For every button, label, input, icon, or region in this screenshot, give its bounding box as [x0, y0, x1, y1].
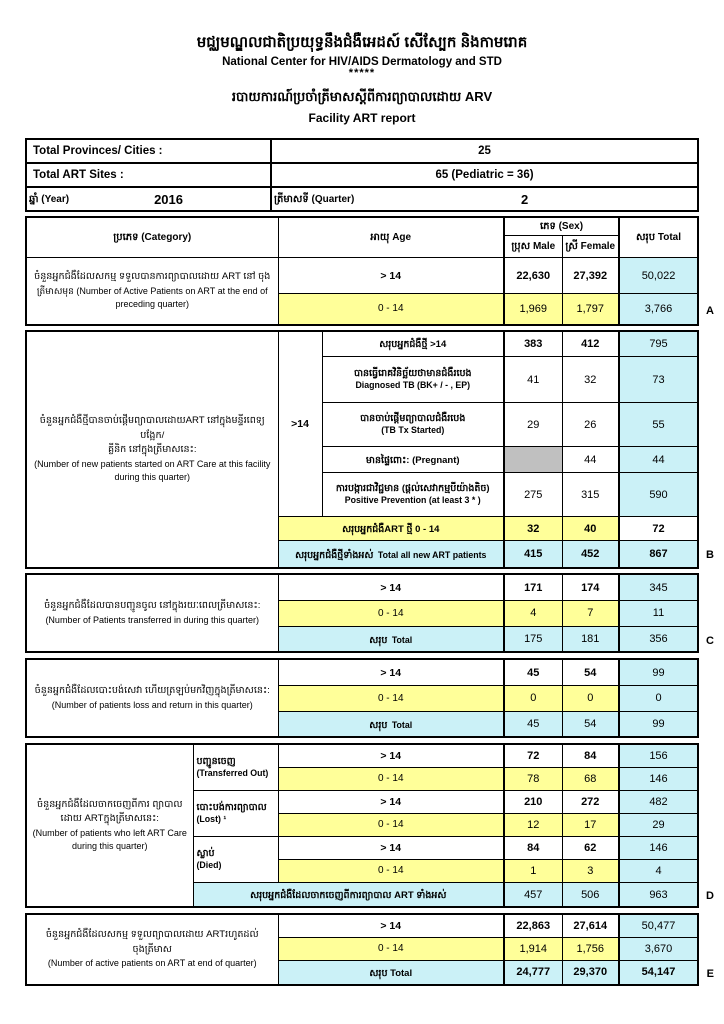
cell-total: 482 [619, 790, 698, 813]
cell-total: 72 [619, 517, 698, 541]
cell-male: 275 [504, 473, 562, 517]
row-label-khmer: ការបង្ការជាវិជ្ជមាន (ផ្ដល់សេវាកម្មបីយ៉ាងតិច) [335, 482, 490, 494]
total-label: សរុប Total [278, 960, 504, 984]
section-a [25, 216, 714, 326]
cell-total: 11 [619, 600, 698, 626]
cell-male: 4 [504, 600, 562, 626]
cell-total: 345 [619, 574, 698, 600]
year-cell [26, 187, 271, 211]
cell-male: 12 [504, 813, 562, 836]
cell-female: 27,614 [562, 914, 619, 937]
info-row-year-quarter [26, 187, 698, 211]
category-english: (Number of new patients started on ART Care at this facility during this quarter) [34, 458, 271, 483]
category-english: (Number of patients who left ART Care during this quarter) [32, 827, 187, 852]
row-label-khmer: សរុបអ្នកជំងឺថ្មីទាំងអស់ [295, 549, 374, 561]
category-khmer: ចំនួនអ្នកជំងឺដែលបោះបង់សេវា ហើយត្រឡប់មកវិញក្នុងត្រីមាសនេះ: [34, 685, 270, 697]
table-row [26, 659, 698, 685]
quarter-cell [271, 187, 698, 211]
cell-male: 1,914 [504, 937, 562, 960]
col-header-male: ប្រុស Male [504, 236, 562, 258]
cell-female: 32 [562, 357, 619, 403]
cell-total: 0 [619, 685, 698, 711]
table-header-row-1 [26, 217, 698, 236]
age-label: 0 - 14 [278, 294, 504, 325]
row-label-english: Diagnosed TB (BK+ / - , EP) [355, 380, 471, 391]
cell-male: 1 [504, 859, 562, 882]
age-span-label: >14 [278, 331, 322, 517]
category-khmer-2: ដោយ ARTក្នុងត្រីមាសនេះ: [60, 813, 159, 825]
cell-total: 99 [619, 711, 698, 737]
category-khmer-2: គ្លីនិក នៅក្នុងត្រីមាសនេះ: [107, 444, 197, 456]
cell-male: 78 [504, 767, 562, 790]
category-khmer: ចំនួនអ្នកជំងឺដែលសកម្ម ទទួលបានការព្យាបាលដោយ ART នៅ ចុង [34, 271, 271, 283]
section-e-category [26, 914, 278, 984]
section-b [25, 330, 714, 570]
cell-female: 84 [562, 744, 619, 767]
section-c [25, 573, 714, 653]
row-label-khmer: បានធ្វើរោគវិនិច្ឆ័យថាមានជំងឺរបេង [353, 367, 472, 379]
total-label: សរុប Total [278, 711, 504, 737]
cell-male: 383 [504, 331, 562, 357]
section-letter: D [706, 890, 714, 903]
cell-total: 590 [619, 473, 698, 517]
row-label [278, 540, 504, 568]
cell-female: 44 [562, 447, 619, 473]
quarter-label: ត្រីមាសទី (Quarter) [274, 193, 355, 205]
age-label: > 14 [278, 574, 504, 600]
cell-total: 3,670 [619, 937, 698, 960]
cell-male: 41 [504, 357, 562, 403]
section-b-category [26, 331, 278, 569]
year-label: ឆ្នាំ (Year) [29, 193, 70, 205]
cell-female: 40 [562, 517, 619, 541]
cell-female: 272 [562, 790, 619, 813]
cell-male: 72 [504, 744, 562, 767]
category-khmer-2: ចុងត្រីមាស [132, 943, 172, 955]
cell-total: 44 [619, 447, 698, 473]
row-label [322, 473, 504, 517]
cell-female: 1,756 [562, 937, 619, 960]
provinces-label: Total Provinces/ Cities : [26, 139, 271, 163]
quarter-value: 2 [521, 191, 529, 207]
col-header-category: ប្រភេទ (Category) [26, 217, 278, 258]
cell-male: 1,969 [504, 294, 562, 325]
cell-male: 175 [504, 626, 562, 652]
age-label: > 14 [278, 659, 504, 685]
cell-total: 3,766 [619, 294, 698, 325]
row-label-english: (TB Tx Started) [381, 425, 445, 436]
age-label: > 14 [278, 914, 504, 937]
year-value: 2016 [154, 191, 183, 207]
cell-total: 795 [619, 331, 698, 357]
sites-label: Total ART Sites : [26, 163, 271, 187]
cell-female: 68 [562, 767, 619, 790]
cell-male: 171 [504, 574, 562, 600]
cell-female: 0 [562, 685, 619, 711]
table-row [26, 574, 698, 600]
cell-female: 1,797 [562, 294, 619, 325]
cell-male: 22,630 [504, 258, 562, 294]
section-lr-category [26, 659, 278, 737]
cell-female: 506 [562, 882, 619, 907]
cell-male: 29 [504, 403, 562, 447]
subcategory-lost: បោះបង់ការព្យាបាល (Lost) ¹ [193, 790, 278, 836]
cell-male: 415 [504, 540, 562, 568]
cell-total: 50,477 [619, 914, 698, 937]
cell-male: 22,863 [504, 914, 562, 937]
section-letter: E [706, 967, 714, 980]
cell-female: 181 [562, 626, 619, 652]
category-english: (Number of active patients on ART at end of quarter) [47, 958, 257, 969]
cell-male: 0 [504, 685, 562, 711]
cell-total: 156 [619, 744, 698, 767]
cell-female: 54 [562, 659, 619, 685]
age-label: > 14 [278, 836, 504, 859]
subtitle-khmer: របាយការណ៍ប្រចាំត្រីមាសស្ដីពីការព្យាបាលដោយ ARV [231, 88, 493, 104]
cell-female: 27,392 [562, 258, 619, 294]
cell-female: 26 [562, 403, 619, 447]
cell-total: 146 [619, 836, 698, 859]
row-label-english: Positive Prevention (at least 3 * ) [344, 495, 481, 506]
section-letter: C [706, 635, 714, 648]
cell-total: 29 [619, 813, 698, 836]
cell-male: 32 [504, 517, 562, 541]
cell-female: 17 [562, 813, 619, 836]
cell-total: 73 [619, 357, 698, 403]
section-letter: B [706, 549, 714, 562]
age-label: 0 - 14 [278, 859, 504, 882]
age-label: 0 - 14 [278, 600, 504, 626]
row-label-english: Total all new ART patients [377, 549, 487, 560]
cell-male: 24,777 [504, 960, 562, 984]
age-label: 0 - 14 [278, 767, 504, 790]
section-e [25, 913, 714, 985]
row-label-khmer: បានចាប់ផ្ដើមព្យាបាលជំងឺរបេង [360, 412, 466, 424]
title-khmer: មជ្ឈមណ្ឌលជាតិប្រយុទ្ធនឹងជំងឺអេដស៍ សើស្បែក និងកាមរោគ [196, 34, 528, 51]
section-d [25, 743, 714, 908]
cell-male: 45 [504, 711, 562, 737]
stars-divider: ***** [348, 67, 376, 80]
cell-female: 452 [562, 540, 619, 568]
cell-female: 3 [562, 859, 619, 882]
row-label: សរុបអ្នកជំងឺART ថ្មី 0 - 14 [278, 517, 504, 541]
category-english: (Number of Active Patients on ART at the end of preceding quarter) [76, 285, 268, 310]
total-label: សរុប Total [278, 626, 504, 652]
table-row [26, 331, 698, 357]
category-khmer: ចំនួនអ្នកជំងឺដែលចាកចេញពីការ ព្យាបាល [37, 799, 183, 811]
section-d-category [26, 744, 193, 907]
age-label: > 14 [278, 744, 504, 767]
section-a-category [26, 258, 278, 325]
provinces-value: 25 [271, 139, 698, 163]
subtitle-english: Facility ART report [308, 111, 416, 126]
cell-total: 867 [619, 540, 698, 568]
subcategory-died: ស្លាប់ (Died) [193, 836, 278, 882]
row-label [322, 403, 504, 447]
category-english: (Number of patients loss and return in this quarter) [51, 699, 253, 710]
cell-total: 963 [619, 882, 698, 907]
col-header-female: ស្រី Female [562, 236, 619, 258]
row-label: សរុបអ្នកជំងឺថ្មី >14 [322, 331, 504, 357]
info-row-sites [26, 163, 698, 187]
cell-female: 54 [562, 711, 619, 737]
table-row [26, 258, 698, 294]
info-row-provinces [26, 139, 698, 163]
subcategory-transferred-out: បញ្ជូនចេញ (Transferred Out) [193, 744, 278, 790]
age-label: > 14 [278, 258, 504, 294]
cell-female: 412 [562, 331, 619, 357]
cell-male: 210 [504, 790, 562, 813]
cell-total: 55 [619, 403, 698, 447]
category-english: (Number of Patients transferred in during this quarter) [45, 614, 260, 625]
cell-total: 50,022 [619, 258, 698, 294]
category-khmer: ចំនួនអ្នកជំងឺដែលបានបញ្ជូនចូល នៅក្នុងរយៈពេលត្រីមាសនេះ: [44, 600, 261, 612]
table-row [26, 744, 698, 767]
col-header-age: អាយុ Age [278, 217, 504, 258]
cell-male: 45 [504, 659, 562, 685]
cell-male-blank [504, 447, 562, 473]
section-loss-return [25, 658, 697, 738]
report-header [0, 0, 724, 126]
age-label: 0 - 14 [278, 813, 504, 836]
age-label: > 14 [278, 790, 504, 813]
row-label [322, 357, 504, 403]
cell-total: 99 [619, 659, 698, 685]
cell-total: 146 [619, 767, 698, 790]
cell-female: 7 [562, 600, 619, 626]
total-label: សរុបអ្នកជំងឺដែលចាកចេញពីការព្យាបាល ART ទាំងអស់ [193, 882, 504, 907]
age-label: 0 - 14 [278, 937, 504, 960]
cell-male: 84 [504, 836, 562, 859]
cell-female: 62 [562, 836, 619, 859]
category-khmer: ចំនួនអ្នកជំងឺថ្មីបានចាប់ផ្ដើមព្យាបាលដោយART នៅក្នុងមន្ទីរពេទ្យបង្អែក/ [39, 415, 265, 441]
cell-total: 356 [619, 626, 698, 652]
col-header-total: សរុប Total [619, 217, 698, 258]
section-c-category [26, 574, 278, 652]
category-khmer-2: ត្រីមាសមុន [36, 285, 74, 296]
cell-total: 54,147 [619, 960, 698, 984]
sites-value: 65 (Pediatric = 36) [271, 163, 698, 187]
info-table [25, 138, 699, 212]
category-khmer: ចំនួនអ្នកជំងឺដែលសកម្ម ទទួលព្យាបាលដោយ ARTរហូតដល់ [45, 929, 259, 941]
cell-female: 174 [562, 574, 619, 600]
cell-total: 4 [619, 859, 698, 882]
section-letter: A [706, 304, 714, 317]
cell-female: 315 [562, 473, 619, 517]
cell-female: 29,370 [562, 960, 619, 984]
age-label: 0 - 14 [278, 685, 504, 711]
cell-male: 457 [504, 882, 562, 907]
row-label: មានផ្ទៃពោះ: (Pregnant) [322, 447, 504, 473]
title-english: National Center for HIV/AIDS Dermatology and STD [222, 55, 502, 68]
table-row [26, 914, 698, 937]
col-header-sex: ភេទ (Sex) [504, 217, 619, 236]
